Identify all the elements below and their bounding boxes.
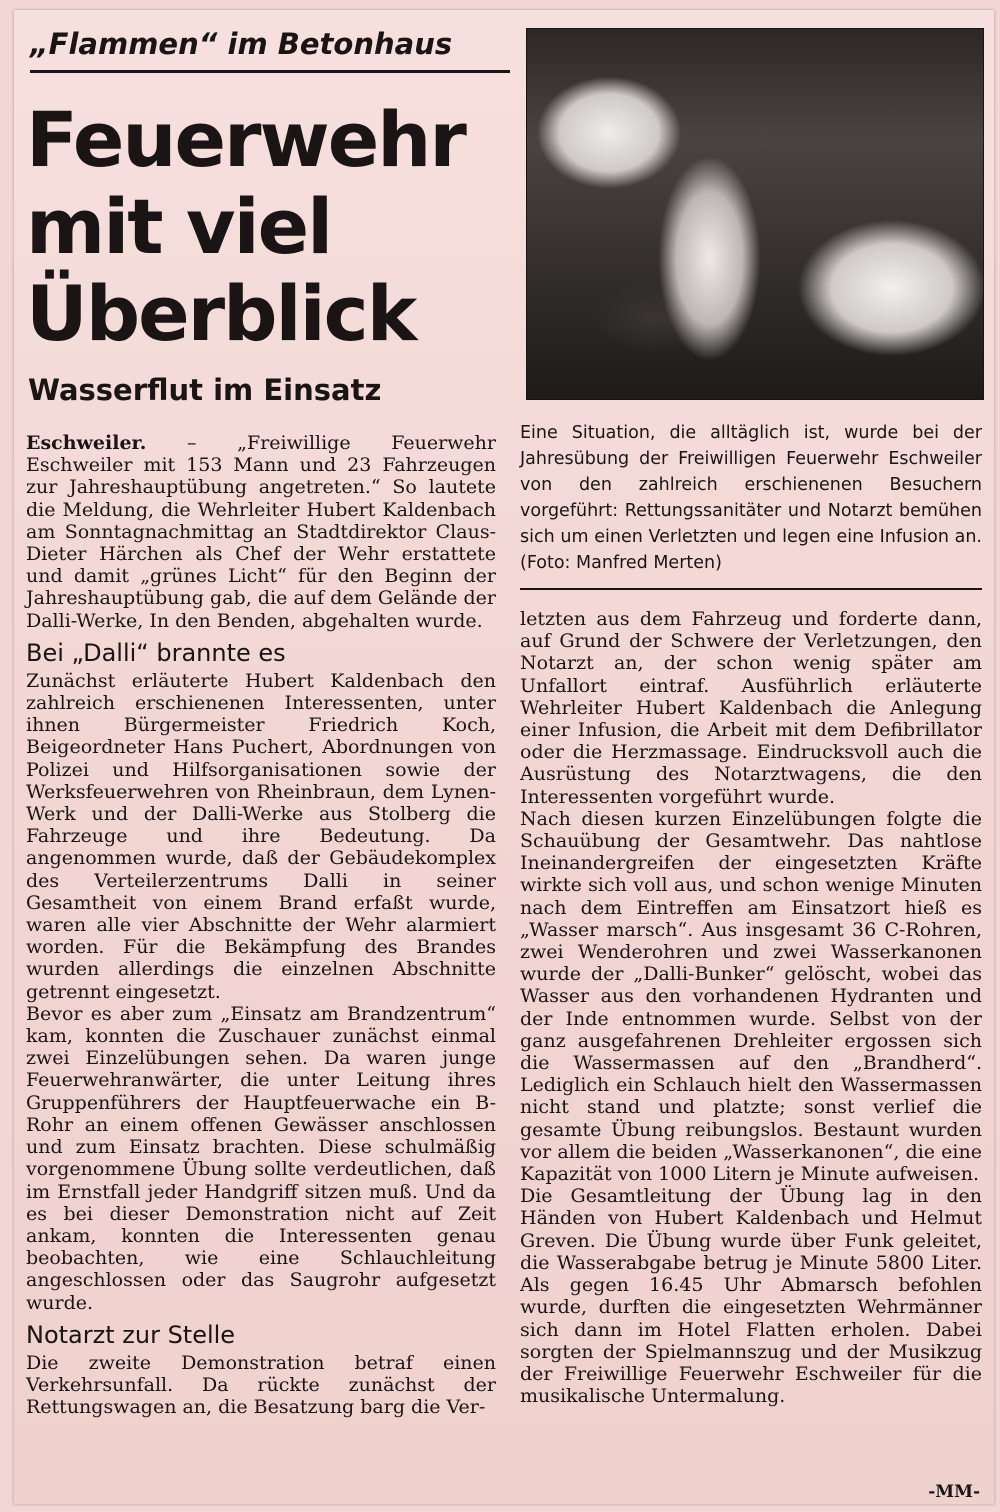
- lead-paragraph: [26, 432, 496, 632]
- section-title-dalli: Bei „Dalli“ brannte es: [26, 638, 286, 667]
- article-subhead: Wasserflut im Einsatz: [28, 373, 382, 407]
- right-paragraph-3: Die Gesamtleitung der Übung lag in den Händen von Hubert Kaldenbach und Helmut Greven. Die Übung wurde über Funk geleitet, die Wasserabgabe betrug je Minute 5800 Liter. Als gegen 16.45 Uhr Abmarsch befohlen wurde, durften die eingesetzten Wehrmänner sich dann im Hotel Flatten erholen. Dabei sorgten der Spielmannszug und der Musikzug der Freiwillige Feuerwehr Eschweiler für die musikalische Untermalung.: [520, 1185, 982, 1408]
- headline-line-3: Überblick: [26, 269, 416, 358]
- right-paragraph-1: letzten aus dem Fahrzeug und forderte dann, auf Grund der Schwere der Verletzungen, den Notarzt an, der schon wenig später am Unfallort eintraf. Ausführlich erläuterte Wehrleiter Hubert Kaldenbach die Anlegung einer Infusion, die Arbeit mit dem Defibrillator oder die Herzmassage. Eindrucksvoll auch die Ausrüstung des Notarztwagens, die den Interessenten vorgeführt wurde.: [520, 608, 982, 808]
- newspaper-clipping: [14, 10, 994, 1504]
- section2-paragraph-1: Die zweite Demonstration betraf einen Verkehrsunfall. Da rückte zunächst der Rettungswagen an, die Besatzung barg die Ver-: [26, 1351, 496, 1419]
- article-photo: [526, 28, 984, 400]
- section-title-notarzt: Notarzt zur Stelle: [26, 1320, 236, 1349]
- headline-line-1: Feuerwehr: [26, 95, 465, 184]
- right-column: [520, 608, 982, 1407]
- dateline: Eschweiler.: [26, 432, 147, 454]
- photo-caption: Eine Situation, die alltäglich ist, wurde bei der Jahresübung der Freiwilligen Feuerwehr Eschweiler von den zahlreich erschienenen Besuchern vorgeführt: Rettungssanitäter und Notarzt bemühen sich um einen Verletzten und legen eine Infusion an. (Foto: Manfred Merten): [520, 420, 982, 590]
- headline-line-2: mit viel: [26, 182, 332, 271]
- lead-text: – „Freiwillige Feuerwehr Eschweiler mit 153 Mann und 23 Fahrzeugen zur Jahreshauptübung angetreten.“ So lautete die Meldung, die Wehrleiter Hubert Kaldenbach am Sonntagnachmittag an Stadtdirektor Claus-Dieter Härchen als Chef der Wehr erstattete und damit „grünes Licht“ für den Beginn der Jahreshauptübung gab, die auf dem Gelände der Dalli-Werke, In den Benden, abgehalten wurde.: [26, 432, 496, 632]
- left-column: [26, 432, 496, 1418]
- article-kicker: „Flammen“ im Betonhaus: [30, 24, 510, 73]
- section1-paragraph-2: Bevor es aber zum „Einsatz am Brandzentrum“ kam, konnten die Zuschauer zunächst einmal zwei Einzelübungen sehen. Da waren junge Feuerwehranwärter, die unter Leitung ihres Gruppenführers der Hauptfeuerwache ein B-Rohr an einem offenen Gewässer anschlossen und zum Einsatz brachten. Diese schulmäßig vorgenommene Übung sollte verdeutlichen, daß im Ernstfall jeder Handgriff sitzen muß. Und da es bei dieser Demonstration nicht auf Zeit ankam, konnten die Interessenten genau beobachten, wie eine Schlauchleitung angeschlossen oder das Saugrohr aufgesetzt wurde.: [26, 1002, 496, 1314]
- article-headline: [26, 96, 526, 357]
- author-signature: -MM-: [928, 1482, 980, 1502]
- section1-paragraph-1: Zunächst erläuterte Hubert Kaldenbach den zahlreich erschienenen Interessenten, unter ihnen Bürgermeister Friedrich Koch, Beigeordneter Hans Puchert, Abordnungen von Polizei und Hilfsorganisationen sowie der Werksfeuerwehren von Rheinbraun, dem Lynen-Werk und der Dalli-Werke aus Stolberg die Fahrzeuge und ihre Bedeutung. Da angenommen wurde, daß der Gebäudekomplex des Verteilerzentrums Dalli in seiner Gesamtheit von einem Brand erfaßt wurde, waren alle vier Abschnitte der Wehr alarmiert worden. Für die Bekämpfung des Brandes wurden allerdings die einzelnen Abschnitte getrennt eingesetzt.: [26, 669, 496, 1003]
- right-paragraph-2: Nach diesen kurzen Einzelübungen folgte die Schauübung der Gesamtwehr. Das nahtlose Ineinandergreifen der eingesetzten Kräfte wirkte sich voll aus, und schon wenige Minuten nach dem Eintreffen am Einsatzort hieß es „Wasser marsch“. Aus insgesamt 36 C-Rohren, zwei Wenderohren und zwei Wasserkanonen wurde der „Dalli-Bunker“ gelöscht, wobei das Wasser aus den vorhandenen Hydranten und der Inde entnommen wurde. Selbst von der ganz ausgefahrenen Drehleiter ergossen sich die Wassermassen auf den „Brandherd“. Lediglich ein Schlauch hielt den Wassermassen nicht stand und platzte; sonst verlief die gesamte Übung reibungslos. Bestaunt wurden vor allem die beiden „Wasserkanonen“, die eine Kapazität von 1000 Litern je Minute aufweisen.: [520, 807, 982, 1186]
